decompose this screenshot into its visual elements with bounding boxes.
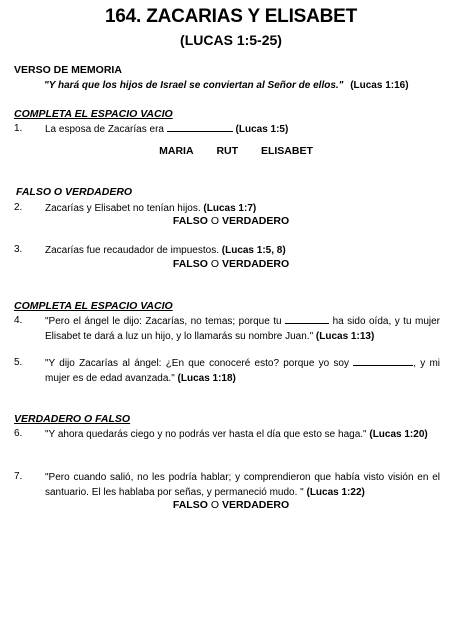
question-7 (45, 470, 440, 500)
question-1-number: 1. (14, 123, 23, 134)
question-3 (45, 243, 440, 258)
question-5-number: 5. (14, 357, 23, 368)
question-2-false[interactable]: FALSO (172, 215, 208, 227)
question-3-number: 3. (14, 244, 23, 255)
question-6-number: 6. (14, 428, 23, 439)
question-5 (45, 356, 440, 386)
question-3-or: O (210, 258, 220, 270)
option-rut[interactable]: RUT (216, 145, 239, 157)
question-1-blank[interactable] (167, 122, 233, 132)
question-1-ref: (Lucas 1:5) (235, 124, 289, 135)
question-7-ref: (Lucas 1:22) (306, 487, 365, 498)
memory-verse-heading: VERSO DE MEMORIA (14, 64, 122, 76)
question-2-ref: (Lucas 1:7) (203, 203, 257, 214)
question-1-text: La esposa de Zacarías era (45, 124, 164, 135)
option-maria[interactable]: MARIA (159, 145, 194, 157)
question-3-text: Zacarías fue recaudador de impuestos. (45, 245, 219, 256)
question-2 (45, 201, 440, 216)
section-heading-true-false-2: VERDADERO O FALSO (14, 413, 131, 425)
question-7-or: O (210, 499, 220, 511)
question-5-ref: (Lucas 1:18) (177, 373, 236, 384)
memory-verse (44, 80, 409, 91)
question-6-ref: (Lucas 1:20) (369, 429, 428, 440)
question-3-choices (0, 258, 462, 270)
question-2-choices (0, 215, 462, 227)
page-subtitle: (LUCAS 1:5-25) (180, 32, 282, 48)
question-7-choices (0, 499, 462, 511)
question-4-number: 4. (14, 315, 23, 326)
memory-verse-text: "Y hará que los hijos de Israel se conviertan al Señor de ellos." (44, 80, 344, 91)
question-6 (45, 427, 440, 442)
option-elisabet[interactable]: ELISABET (260, 145, 313, 157)
question-3-true[interactable]: VERDADERO (222, 258, 290, 270)
section-heading-true-false: FALSO O VERDADERO (16, 186, 133, 198)
question-2-text: Zacarías y Elisabet no tenían hijos. (45, 203, 201, 214)
section-heading-complete-1: COMPLETA EL ESPACIO VACIO (14, 108, 173, 120)
question-7-text: "Pero cuando salió, no les podría hablar; y comprendieron que había visto visión en el santuario. El les hablaba por señas, y permaneció mudo. " (45, 472, 440, 498)
question-5-text-start: "Y dijo Zacarías al ángel: ¿En que conoceré esto? porque yo soy (45, 358, 349, 369)
page-title: 164. ZACARIAS Y ELISABET (104, 6, 358, 27)
question-5-blank[interactable] (353, 356, 413, 366)
question-2-or: O (210, 215, 220, 227)
question-6-text: "Y ahora quedarás ciego y no podrás ver hasta el día que esto se haga." (45, 429, 367, 440)
question-4-blank[interactable] (285, 314, 329, 324)
question-4-text-start: "Pero el ángel le dijo: Zacarías, no temas; porque tu (45, 316, 282, 327)
question-4-text-end: ha sido oída, y tu mujer Elisabet te dará a luz un hijo, y lo llamarás su nombre Juan." (45, 316, 440, 342)
question-5-text-end: , y mi mujer es de edad avanzada." (45, 358, 440, 384)
question-1-options (0, 145, 462, 157)
question-4-ref: (Lucas 1:13) (315, 331, 375, 342)
question-7-true[interactable]: VERDADERO (222, 499, 290, 511)
memory-verse-ref: (Lucas 1:16) (350, 80, 409, 91)
question-7-number: 7. (14, 471, 23, 482)
question-7-false[interactable]: FALSO (172, 499, 208, 511)
question-1 (45, 122, 440, 137)
question-4 (45, 314, 440, 344)
question-3-ref: (Lucas 1:5, 8) (221, 245, 286, 256)
question-2-number: 2. (14, 202, 23, 213)
question-2-true[interactable]: VERDADERO (222, 215, 290, 227)
question-3-false[interactable]: FALSO (172, 258, 208, 270)
section-heading-complete-2: COMPLETA EL ESPACIO VACIO (14, 300, 173, 312)
